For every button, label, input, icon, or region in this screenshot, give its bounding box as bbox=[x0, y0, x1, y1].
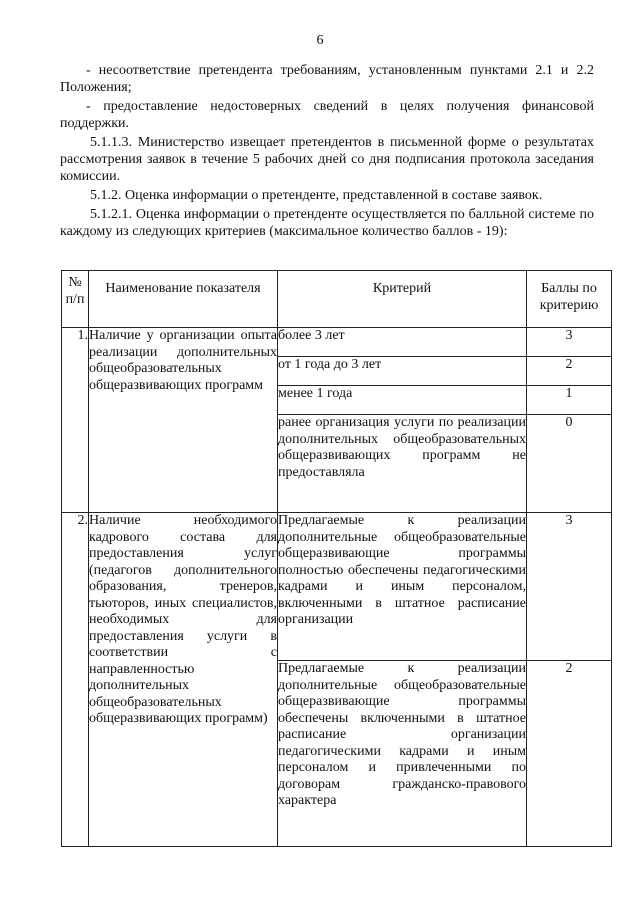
paragraph-5-1-2-1: 5.1.2.1. Оценка информации о претенденте осуществляется по балльной системе по каждому из следующих критериев (максимальное количество баллов - 19): bbox=[60, 207, 594, 239]
criterion-score: 0 bbox=[527, 415, 612, 513]
criterion-text: ранее организация услуги по реализации дополнительных общеобразовательных общеразвивающих программ не предоставляла bbox=[278, 415, 527, 513]
criterion-text: от 1 года до 3 лет bbox=[278, 357, 527, 386]
paragraph-5-1-1-3: 5.1.1.3. Министерство извещает претендентов в письменной форме о результатах рассмотрения заявок в течение 5 рабочих дней со дня подписания протокола заседания комиссии. bbox=[60, 135, 594, 184]
criterion-score: 2 bbox=[527, 661, 612, 847]
header-name: Наименование показателя bbox=[89, 271, 278, 328]
criterion-score: 1 bbox=[527, 386, 612, 415]
table-row bbox=[62, 513, 612, 661]
indicator-name: Наличие у организации опыта реализации дополнительных общеобразовательных общеразвивающих программ bbox=[89, 328, 278, 513]
indicator-name: Наличие необходимого кадрового состава для предоставления услуг (педагогов дополнительного образования, тренеров, тьюторов, иных специалистов, необходимых для предоставления услуги в соответствии с направленностью дополнительных общеобразовательных общеразвивающих программ) bbox=[89, 513, 278, 847]
criterion-text: Предлагаемые к реализации дополнительные общеобразовательные общеразвивающие программы обеспечены включенными в штатное расписание организации педагогическими кадрами и иным персоналом и привлеченными по договорам гражданско-правового характера bbox=[278, 661, 527, 847]
criterion-score: 3 bbox=[527, 328, 612, 357]
row-number: 2. bbox=[62, 513, 89, 847]
paragraph-5-1-2: 5.1.2. Оценка информации о претенденте, представленной в составе заявок. bbox=[90, 188, 543, 203]
criterion-text: более 3 лет bbox=[278, 328, 527, 357]
paragraph-mismatch: - несоответствие претендента требованиям, установленным пунктами 2.1 и 2.2 Положения; bbox=[60, 63, 594, 95]
table-row bbox=[62, 328, 612, 357]
page-number: 6 bbox=[316, 33, 324, 48]
table-header-row bbox=[62, 271, 612, 328]
criterion-text: Предлагаемые к реализации дополнительные общеобразовательные общеразвивающие программы полностью обеспечены педагогическими кадрами и иным персоналом, включенными в штатное расписание организации bbox=[278, 513, 527, 661]
row-number: 1. bbox=[62, 328, 89, 513]
criterion-text: менее 1 года bbox=[278, 386, 527, 415]
header-criterion: Критерий bbox=[278, 271, 527, 328]
header-score: Баллы по критерию bbox=[527, 271, 612, 328]
criteria-table bbox=[61, 270, 612, 847]
header-no: № п/п bbox=[62, 271, 89, 328]
document-body bbox=[60, 62, 594, 242]
paragraph-false-info: - предоставление недостоверных сведений в целях получения финансовой поддержки. bbox=[60, 99, 594, 131]
criterion-score: 3 bbox=[527, 513, 612, 661]
criterion-score: 2 bbox=[527, 357, 612, 386]
